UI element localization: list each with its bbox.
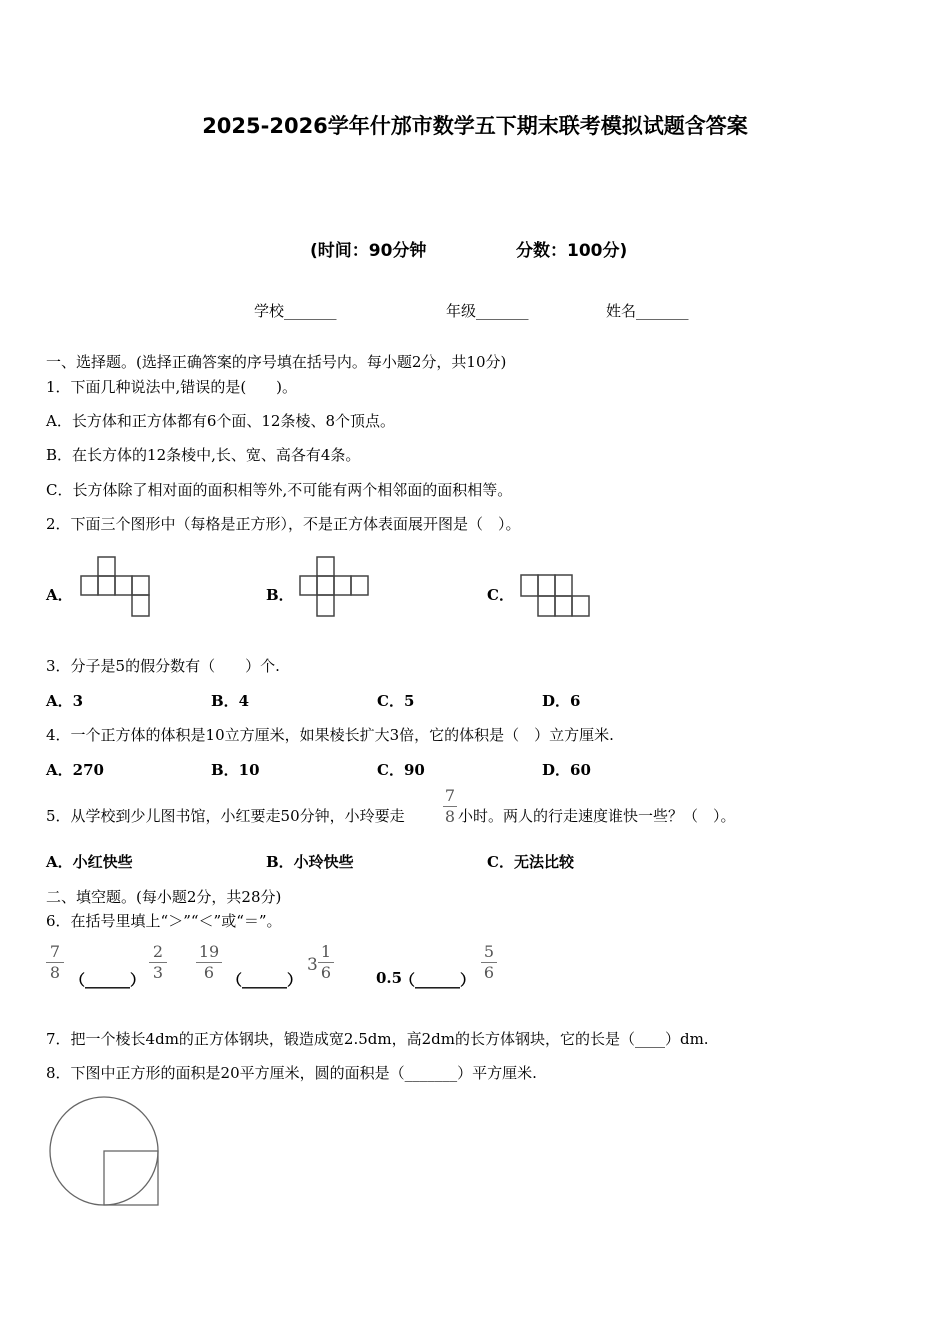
school-field: 学校_______ <box>254 302 337 320</box>
section1-heading: 一、选择题。(选择正确答案的序号填在括号内。每小题2分，共10分) <box>46 353 507 371</box>
section2-heading: 二、填空题。(每小题2分，共28分) <box>46 888 282 906</box>
frac-num: 7 <box>49 942 61 961</box>
q2-label-a: A． <box>46 586 73 604</box>
q6-decimal: 0.5 <box>376 969 403 987</box>
net-cell <box>132 576 149 595</box>
q3-stem: 3．分子是5的假分数有（ ）个. <box>46 657 280 675</box>
q6-frac-1 <box>46 944 64 981</box>
net-cell <box>317 576 334 595</box>
q1-stem: 1．下面几种说法中,错误的是( )。 <box>46 378 298 396</box>
q2-label-b: B． <box>266 586 294 604</box>
page-title: 2025-2026学年什邡市数学五下期末联考模拟试题含答案 <box>202 114 748 138</box>
net-cell <box>115 576 132 595</box>
q6-frac-5 <box>481 944 497 981</box>
net-cell <box>132 595 149 616</box>
q5-option-a: A．小红快些 <box>46 853 133 871</box>
net-cell <box>334 576 351 595</box>
net-cell <box>317 595 334 616</box>
q5-option-c: C．无法比较 <box>487 853 574 871</box>
net-cell <box>572 596 589 616</box>
q5-stem-after: 小时。两人的行走速度谁快一些？（ ）。 <box>458 807 736 825</box>
q5-stem-before: 5．从学校到少儿图书馆，小红要走50分钟，小玲要走 <box>46 807 405 825</box>
q5-fraction <box>443 788 457 825</box>
q1-option-b: B．在长方体的12条棱中,长、宽、高各有4条。 <box>46 446 361 464</box>
net-cell <box>317 557 334 576</box>
net-cell <box>98 576 115 595</box>
grade-field: 年级_______ <box>446 302 529 320</box>
net-cell <box>538 575 555 596</box>
frac-num: 1 <box>320 942 332 961</box>
net-cell <box>98 557 115 576</box>
q6-blank-1[interactable]: （______） <box>70 971 146 989</box>
q8-stem: 8．下图中正方形的面积是20平方厘米，圆的面积是（_______）平方厘米. <box>46 1064 537 1082</box>
net-cell <box>521 575 538 596</box>
q4-option-b: B．10 <box>211 761 260 779</box>
net-cell <box>351 576 368 595</box>
frac-den: 8 <box>49 963 61 982</box>
q5-frac-den: 8 <box>444 807 456 826</box>
exam-score: 分数：100分) <box>516 241 628 261</box>
net-cell <box>81 576 98 595</box>
q5-option-b: B．小玲快些 <box>266 853 354 871</box>
q2-stem: 2．下面三个图形中（每格是正方形），不是正方体表面展开图是（ ）。 <box>46 515 521 533</box>
q4-option-a: A．270 <box>46 761 104 779</box>
frac-den: 6 <box>320 963 332 982</box>
q3-option-d: D．6 <box>542 692 581 710</box>
net-cell <box>300 576 317 595</box>
q4-stem: 4．一个正方体的体积是10立方厘米，如果棱长扩大3倍，它的体积是（ ）立方厘米. <box>46 726 614 744</box>
square-shape <box>104 1151 158 1205</box>
q6-blank-3[interactable]: （______） <box>400 971 476 989</box>
q6-stem: 6．在括号里填上“＞”“＜”或“＝”。 <box>46 912 282 930</box>
frac-num: 2 <box>152 942 164 961</box>
q2-label-c: C． <box>487 586 514 604</box>
q6-frac-2 <box>149 944 167 981</box>
q2-net-c <box>518 572 594 620</box>
frac-den: 3 <box>152 963 164 982</box>
frac-den: 6 <box>203 963 215 982</box>
q2-net-b <box>297 554 373 620</box>
q3-option-b: B．4 <box>211 692 250 710</box>
q6-frac-3 <box>196 944 222 981</box>
q6-mixed-whole: 3 <box>307 955 318 975</box>
frac-num: 5 <box>483 942 495 961</box>
net-cell <box>555 596 572 616</box>
q2-net-a <box>78 554 154 620</box>
q7-stem: 7．把一个棱长4dm的正方体钢块，锻造成宽2.5dm，高2dm的长方体钢块，它的长是（____）dm. <box>46 1030 709 1048</box>
q3-option-a: A．3 <box>46 692 84 710</box>
net-cell <box>555 575 572 596</box>
net-cell <box>538 596 555 616</box>
q3-option-c: C．5 <box>377 692 415 710</box>
q1-option-c: C．长方体除了相对面的面积相等外,不可能有两个相邻面的面积相等。 <box>46 481 513 499</box>
q6-frac-4 <box>318 944 334 981</box>
q4-option-c: C．90 <box>377 761 425 779</box>
q8-figure <box>46 1094 164 1210</box>
q1-option-a: A．长方体和正方体都有6个面、12条棱、8个顶点。 <box>46 412 396 430</box>
frac-den: 6 <box>483 963 495 982</box>
q5-frac-num: 7 <box>444 786 456 805</box>
q4-option-d: D．60 <box>542 761 591 779</box>
name-field: 姓名_______ <box>606 302 689 320</box>
q6-blank-2[interactable]: （______） <box>227 971 303 989</box>
exam-time: (时间：90分钟 <box>310 241 427 261</box>
frac-num: 19 <box>198 942 220 961</box>
